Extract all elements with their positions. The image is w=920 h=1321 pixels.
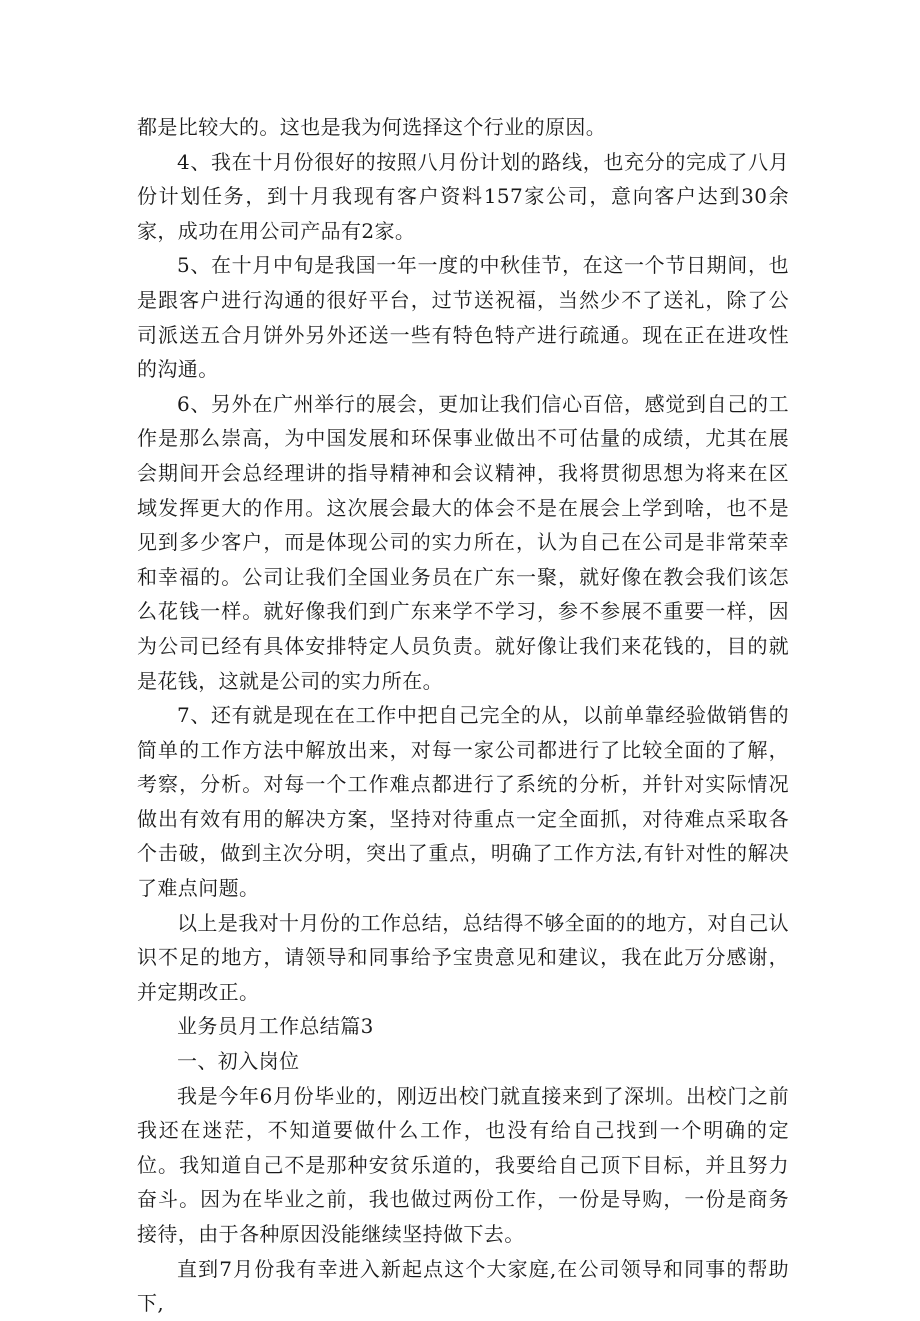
paragraph-item-4: 4、我在十月份很好的按照八月份计划的路线，也充分的完成了八月份计划任务，到十月我现有客户资料157家公司，意向客户达到30余家，成功在用公司产品有2家。	[137, 149, 789, 243]
paragraph-intro: 我是今年6月份毕业的，刚迈出校门就直接来到了深圳。出校门之前我还在迷茫，不知道要做什么工作，也没有给自己找到一个明确的定位。我知道自己不是那种安贫乐道的，我要给自己顶下目标，并且努力奋斗。因为在毕业之前，我也做过两份工作，一份是导购，一份是商务接待，由于各种原因没能继续坚持做下去。	[137, 1083, 789, 1246]
paragraph-conclusion: 以上是我对十月份的工作总结，总结得不够全面的的地方，对自己认识不足的地方，请领导和同事给予宝贵意见和建议，我在此万分感谢，并定期改正。	[137, 910, 789, 1004]
section-title: 业务员月工作总结篇3	[177, 1014, 374, 1039]
paragraph-continuation: 都是比较大的。这也是我为何选择这个行业的原因。	[137, 115, 607, 139]
paragraph-trailing: 直到7月份我有幸进入新起点这个大家庭,在公司领导和同事的帮助下,	[137, 1256, 789, 1316]
subsection-title: 一、初入岗位	[177, 1049, 300, 1074]
paragraph-item-5: 5、在十月中旬是我国一年一度的中秋佳节，在这一个节日期间，也是跟客户进行沟通的很好平台，过节送祝福，当然少不了送礼，除了公司派送五合月饼外另外还送一些有特色特产进行疏通。现在正在进攻性的沟通。	[137, 253, 789, 382]
document-body	[137, 110, 789, 1321]
paragraph-item-7: 7、还有就是现在在工作中把自己完全的从，以前单靠经验做销售的简单的工作方法中解放出来，对每一家公司都进行了比较全面的了解，考察，分析。对每一个工作难点都进行了系统的分析，并针对实际情况做出有效有用的解决方案，坚持对待重点一定全面抓，对待难点采取各个击破，做到主次分明，突出了重点，明确了工作方法,有针对性的解决了难点问题。	[137, 703, 789, 901]
paragraph-item-6: 6、另外在广州举行的展会，更加让我们信心百倍，感觉到自己的工作是那么崇高，为中国发展和环保事业做出不可估量的成绩，尤其在展会期间开会总经理讲的指导精神和会议精神，我将贯彻思想为将来在区域发挥更大的作用。这次展会最大的体会不是在展会上学到啥，也不是见到多少客户，而是体现公司的实力所在，认为自己在公司是非常荣幸和幸福的。公司让我们全国业务员在广东一聚，就好像在教会我们该怎么花钱一样。就好像我们到广东来学不学习，参不参展不重要一样，因为公司已经有具体安排特定人员负责。就好像让我们来花钱的，目的就是花钱，这就是公司的实力所在。	[137, 391, 789, 693]
